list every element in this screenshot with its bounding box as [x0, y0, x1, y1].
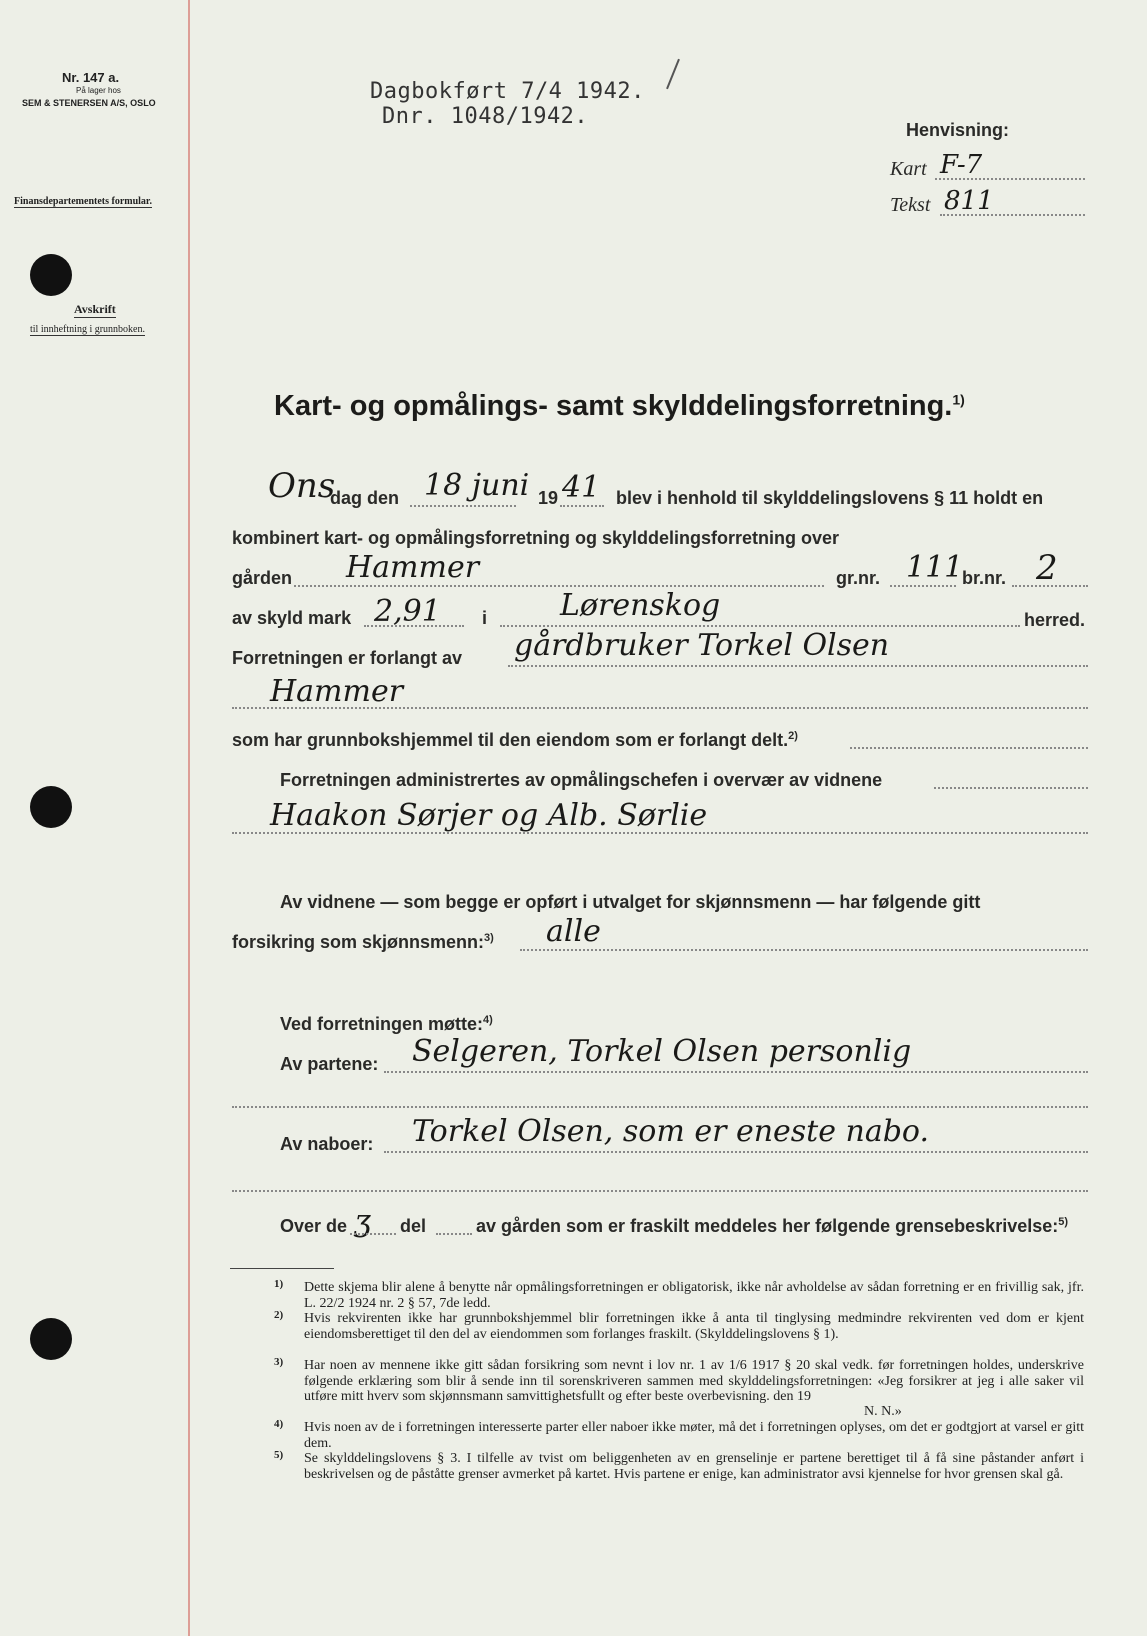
part-line	[350, 1233, 396, 1235]
requester-handwritten: gårdbruker Torkel Olsen	[514, 628, 890, 663]
part-rest-text: av gården som er fraskilt meddeles her følgende grensebeskrivelse:	[476, 1216, 1059, 1236]
map-label: Kart	[890, 158, 927, 180]
part-rest	[476, 1216, 1068, 1237]
registration-stamp-line2: Dnr. 1048/1942.	[382, 104, 589, 129]
met-label	[280, 1014, 493, 1035]
year-line	[560, 505, 604, 507]
district-handwritten: Lørenskog	[560, 588, 721, 623]
footnote-mark: 4)	[274, 1418, 284, 1430]
intro-text: blev i henhold til skylddelingslovens § 11 holdt en	[616, 488, 1044, 508]
requested-label: Forretningen er forlangt av	[232, 648, 463, 668]
owner-text	[232, 730, 798, 751]
punch-hole	[30, 1318, 72, 1360]
footnote-text: Har noen av mennene ikke gitt sådan forsikring som nevnt i lov nr. 1 av 1/6 1917 § 20 skal vedk. før forretningen holdes, underskrive følgende erklæring som blir å sende inn til sorenskriveren sammen med skylddelingsforretningen: «Jeg forsikrer at jeg i alle saker vil utføre mitt hverv som skjønnsmann samvittighetsfullt og efter beste overbevisning. den 19	[304, 1358, 1084, 1404]
registration-stamp-line1: Dagbokført 7/4 1942.	[370, 79, 645, 104]
neighbours-line	[384, 1151, 1088, 1153]
oath-line2-text: forsikring som skjønnsmenn:	[232, 932, 485, 952]
neighbours-line-2	[232, 1190, 1088, 1192]
map-value-line	[935, 178, 1085, 180]
footnote-mark: 5)	[274, 1449, 284, 1461]
bnr-label: br.nr.	[962, 568, 1007, 588]
oath-line1: Av vidnene — som begge er opført i utvalget for skjønnsmenn — har følgende gitt	[280, 892, 981, 912]
weekday-suffix: dag den	[330, 488, 400, 508]
gnr-handwritten: 111	[906, 550, 964, 585]
date-line	[410, 505, 516, 507]
oath-line2	[232, 932, 494, 953]
copy-sub-label: til innheftning i grunnboken.	[30, 324, 145, 335]
pen-mark	[666, 59, 680, 89]
gnr-line	[890, 585, 956, 587]
margin-rule	[188, 0, 190, 1636]
footnote-text: Dette skjema blir alene å benytte når opmålingsforretningen er obligatorisk, ikke når avholdelse av sådan forretning er en frivillig sak, jfr. L. 22/2 1924 nr. 2 § 57, 7de ledd.	[304, 1280, 1084, 1311]
district-label: herred.	[1024, 610, 1086, 630]
tax-label: av skyld mark	[232, 608, 352, 628]
copy-label: Avskrift	[74, 302, 116, 316]
title-note: 1)	[952, 391, 965, 408]
owner-text-body: som har grunnbokshjemmel til den eiendom som er forlangt delt.	[232, 730, 789, 750]
date-handwritten: 18 juni	[424, 468, 530, 503]
neighbours-label: Av naboer:	[280, 1134, 374, 1154]
parties-line	[384, 1071, 1088, 1073]
part-prefix: Over de	[280, 1216, 348, 1236]
bnr-line	[1012, 585, 1088, 587]
parties-handwritten: Selgeren, Torkel Olsen personlig	[412, 1034, 912, 1069]
farm-label: gården	[232, 568, 293, 588]
weekday-handwritten: Ons	[268, 466, 336, 506]
oath-line	[520, 949, 1088, 951]
part-handwritten: ʒ	[354, 1204, 371, 1239]
requester-handwritten-2: Hammer	[270, 674, 404, 709]
tax-line	[364, 625, 464, 627]
form-number: Nr. 147 a.	[62, 70, 120, 85]
admin-text: Forretningen administrertes av opmålingschefen i overvær av vidnene	[280, 770, 883, 790]
intro-line2: kombinert kart- og opmålingsforretning og skylddelingsforretning over	[232, 528, 840, 548]
text-value-line	[940, 214, 1085, 216]
footnote-mark: 1)	[274, 1278, 284, 1290]
owner-line	[850, 747, 1088, 749]
year-prefix: 19	[538, 488, 559, 508]
admin-line	[934, 787, 1088, 789]
bnr-handwritten: 2	[1036, 548, 1058, 588]
text-label: Tekst	[890, 194, 931, 216]
requester-line	[508, 665, 1088, 667]
tax-handwritten: 2,91	[374, 594, 441, 629]
owner-note: 2)	[788, 730, 798, 742]
part-line-2	[436, 1233, 472, 1235]
form-seller-line2: SEM & STENERSEN A/S, OSLO	[22, 98, 156, 108]
text-value: 811	[944, 186, 994, 216]
witnesses-line	[232, 832, 1088, 834]
footnote-text: Se skylddelingslovens § 3. I tilfelle av tvist om beliggenheten av en grenselinje er partene berettiget til å få sine påstander anført i beskrivelsen og de påståtte grenser avmerket på kartet. Hvis partene er enige, kan administrator avsi kjennelse for hvor grensen skal gå.	[304, 1451, 1084, 1482]
neighbours-handwritten: Torkel Olsen, som er eneste nabo.	[412, 1114, 930, 1149]
gnr-label: gr.nr.	[836, 568, 881, 588]
met-label-text: Ved forretningen møtte:	[280, 1014, 484, 1034]
met-note: 4)	[483, 1014, 493, 1026]
in-label: i	[482, 608, 488, 628]
footnote-text: Hvis rekvirenten ikke har grunnbokshjemmel blir forretningen ikke å anta til tinglysing medmindre rekvirenten ved dom er kjent eiendomsberettiget til den del av eiendommen som forlanges fraskilt. (Skylddelingslovens § 1).	[304, 1311, 1084, 1342]
district-line	[500, 625, 1020, 627]
map-value: F-7	[940, 150, 983, 180]
oath-note: 3)	[484, 932, 494, 944]
footnote-text: Hvis noen av de i forretningen interesserte parter eller naboer ikke møter, må det i forretningen oplyses, om det er godtgjort at varsel er gitt dem.	[304, 1420, 1084, 1451]
part-note: 5)	[1058, 1216, 1069, 1228]
title-text: Kart- og opmålings- samt skylddelingsforretning.	[274, 390, 953, 422]
oath-handwritten: alle	[546, 914, 601, 949]
footnote-rule	[230, 1268, 334, 1269]
reference-heading: Henvisning:	[906, 120, 1010, 140]
witnesses-handwritten: Haakon Sørjer og Alb. Sørlie	[270, 798, 708, 833]
ministry-form-label: Finansdepartementets formular.	[14, 196, 152, 207]
form-seller-line1: På lager hos	[76, 86, 121, 95]
punch-hole	[30, 254, 72, 296]
footnote-text: N. N.»	[864, 1404, 902, 1419]
part-del: del	[400, 1216, 427, 1236]
footnote-mark: 3)	[274, 1356, 284, 1368]
farm-line	[294, 585, 824, 587]
footnote-mark: 2)	[274, 1309, 284, 1321]
year-handwritten: 41	[562, 470, 601, 505]
requester-line-2	[232, 707, 1088, 709]
parties-label: Av partene:	[280, 1054, 379, 1074]
parties-line-2	[232, 1106, 1088, 1108]
punch-hole	[30, 786, 72, 828]
document-title	[274, 390, 965, 423]
farm-handwritten: Hammer	[346, 550, 480, 585]
